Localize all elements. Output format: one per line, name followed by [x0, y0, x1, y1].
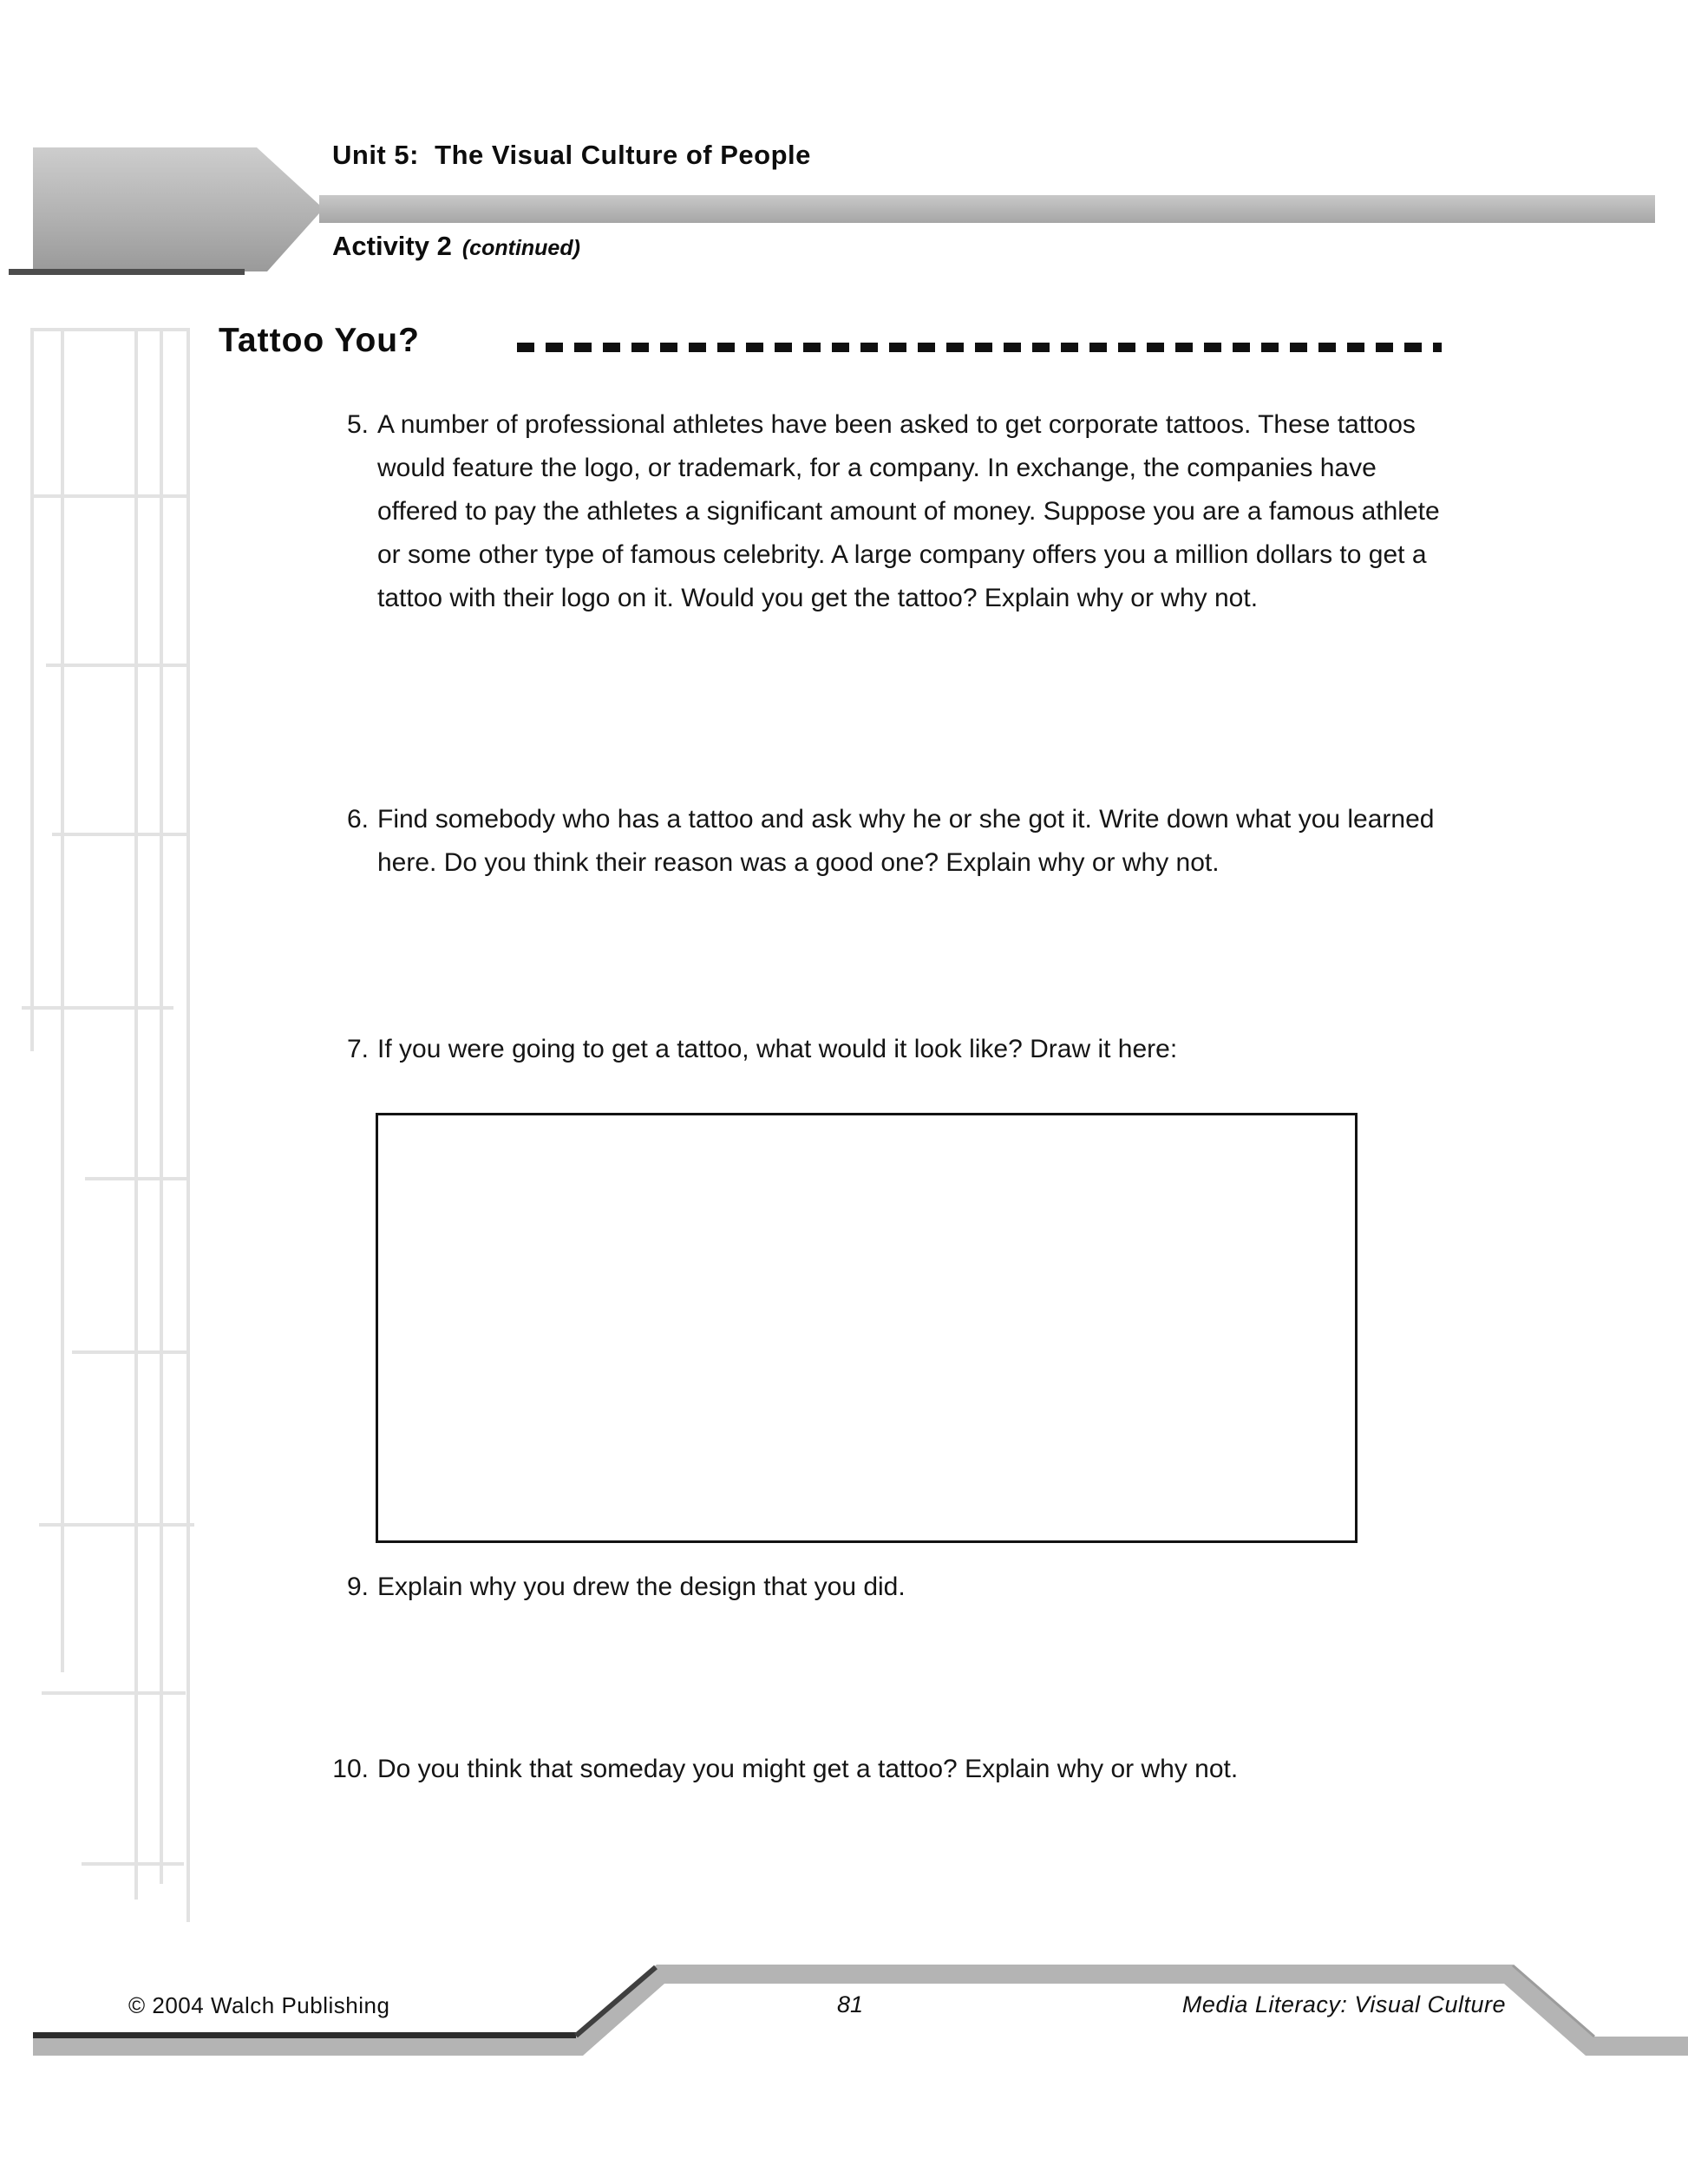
question-6 [295, 798, 1449, 885]
question-9 [295, 1566, 906, 1609]
question-10 [295, 1748, 1238, 1791]
question-text: Do you think that someday you might get a tattoo? Explain why or why not. [377, 1755, 1239, 1783]
grid-line-horizontal [42, 1691, 186, 1695]
grid-line-horizontal [52, 833, 190, 836]
grid-line-horizontal [39, 1523, 194, 1527]
question-7 [295, 1028, 1177, 1071]
copyright-text: © 2004 Walch Publishing [128, 1992, 390, 2018]
question-text: If you were going to get a tattoo, what would it look like? Draw it here: [377, 1035, 1178, 1063]
drawing-box [376, 1113, 1358, 1543]
header-rule-band [319, 195, 1655, 223]
book-title: Media Literacy: Visual Culture [1181, 1991, 1506, 2017]
grid-line-vertical [186, 328, 190, 1922]
activity-label: Activity 2 [332, 231, 452, 261]
activity-continued-label: (continued) [461, 236, 580, 260]
worksheet-title: Tattoo You? [219, 322, 420, 359]
grid-line-horizontal [72, 1350, 190, 1354]
question-number: 9. [346, 1573, 369, 1601]
header-banner-graphic [0, 121, 1688, 295]
grid-line-vertical [134, 328, 138, 1900]
margin-grid-decoration [0, 0, 226, 2184]
footer-banner-graphic [0, 1943, 1688, 2184]
grid-line-horizontal [82, 1862, 184, 1866]
dashed-rule [517, 343, 1442, 352]
question-text: Explain why you drew the design that you did. [377, 1573, 906, 1601]
question-number: 10. [332, 1755, 369, 1783]
grid-line-horizontal [30, 494, 190, 498]
question-number: 7. [346, 1035, 369, 1063]
unit-title: Unit 5: The Visual Culture of People [332, 140, 811, 170]
question-text: A number of professional athletes have been asked to get corporate tattoos. These tattoos would feature the logo, or trademark, for a company. In exchange, the companies have offered to pay the athletes a significant amount of money. Suppose you are a famous athlete or some other type of famous celebrity. A large company offers you a million dollars to get a tattoo with their logo on it. Would you get the tattoo? Explain why or why not. [377, 410, 1440, 612]
activity-heading [332, 231, 580, 262]
grid-line-horizontal [22, 1006, 173, 1010]
grid-line-horizontal [30, 328, 190, 331]
question-5 [295, 403, 1449, 620]
grid-line-vertical [30, 328, 34, 1051]
grid-line-vertical [61, 328, 64, 1672]
grid-line-horizontal [46, 664, 190, 667]
question-number: 5. [346, 410, 369, 439]
question-number: 6. [346, 805, 369, 834]
page-number: 81 [836, 1991, 864, 2017]
footer-dark-line [33, 2032, 576, 2038]
grid-line-vertical [160, 328, 163, 1884]
grid-line-horizontal [85, 1177, 190, 1180]
question-text: Find somebody who has a tattoo and ask why he or she got it. Write down what you learned here. Do you think their reason was a good one? Explain why or why not. [377, 805, 1435, 877]
